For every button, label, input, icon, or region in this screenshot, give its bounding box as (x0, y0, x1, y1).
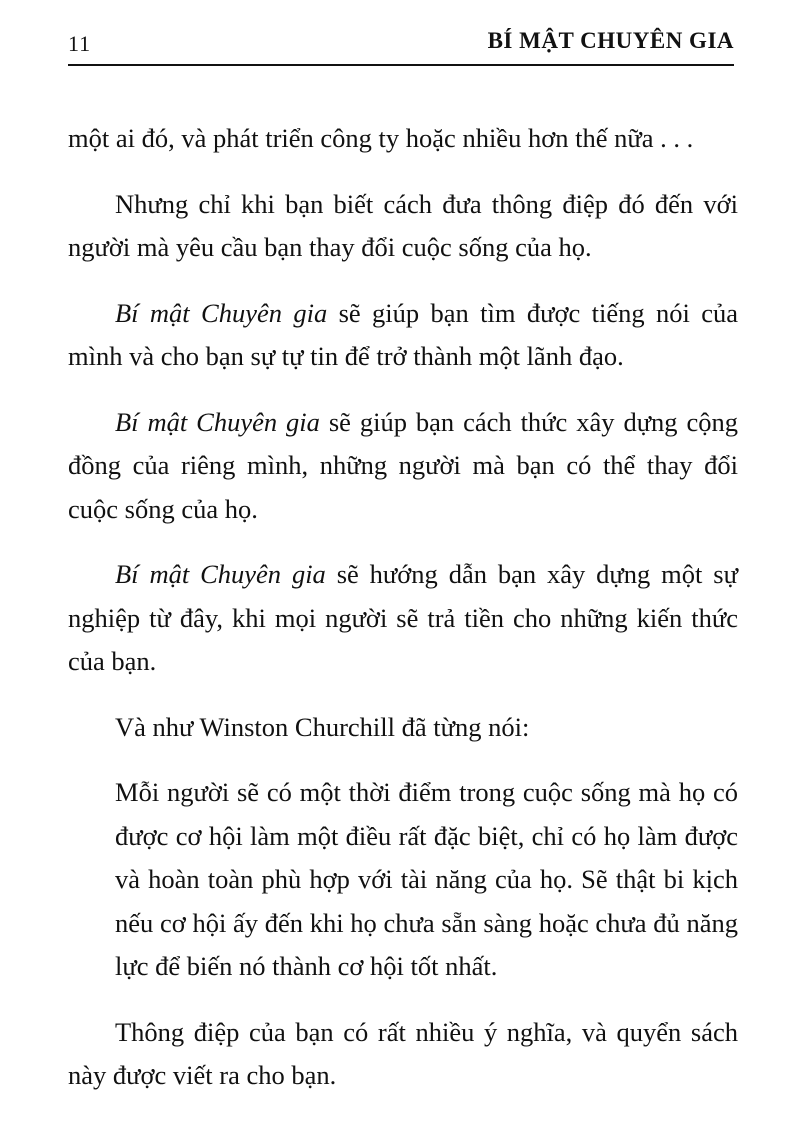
book-title: Bí mật Chuyên gia (115, 406, 320, 437)
paragraph-continuation: một ai đó, và phát triển công ty hoặc nhiều hơn thế nữa . . . (68, 123, 694, 153)
paragraph-text: sẽ giúp bạn cách thức xây dựng cộng đồng của riêng mình, những người mà bạn có thể thay đổi cuộc sống của họ. (68, 406, 738, 524)
paragraph-text: sẽ hướng dẫn bạn xây dựng một sự nghiệp từ đây, khi mọi người sẽ trả tiền cho những kiến thức của bạn. (68, 559, 738, 676)
paragraph-message: Nhưng chỉ khi bạn biết cách đưa thông điệp đó đến với người mà yêu cầu bạn thay đổi cuộc sống của họ. (68, 188, 738, 262)
page-number: 11 (68, 31, 92, 56)
paragraph-voice (68, 292, 738, 379)
running-title: BÍ MẬT CHUYÊN GIA (487, 28, 734, 53)
paragraph-churchill-intro: Và như Winston Churchill đã từng nói: (115, 711, 530, 742)
page-header (68, 26, 734, 66)
churchill-quote: Mỗi người sẽ có một thời điểm trong cuộc sống mà họ có được cơ hội làm một điều rất đặc biệt, chỉ có họ làm được và hoàn toàn phù hợp với tài năng của họ. Sẽ thật bi kịch nếu cơ hội ấy đến khi họ chưa sẵn sàng hoặc chưa đủ năng lực để biến nó thành cơ hội tốt nhất. (115, 777, 738, 981)
paragraph-text: sẽ giúp bạn tìm được tiếng nói của mình và cho bạn sự tự tin để trở thành một lãnh đạo. (68, 297, 738, 371)
page-body (68, 117, 738, 1120)
paragraph-closing: Thông điệp của bạn có rất nhiều ý nghĩa, và quyển sách này được viết ra cho bạn. (68, 1016, 738, 1090)
book-title: Bí mật Chuyên gia (115, 559, 326, 589)
paragraph-community (68, 401, 738, 532)
paragraph-career (68, 553, 738, 684)
book-title: Bí mật Chuyên gia (115, 297, 328, 328)
